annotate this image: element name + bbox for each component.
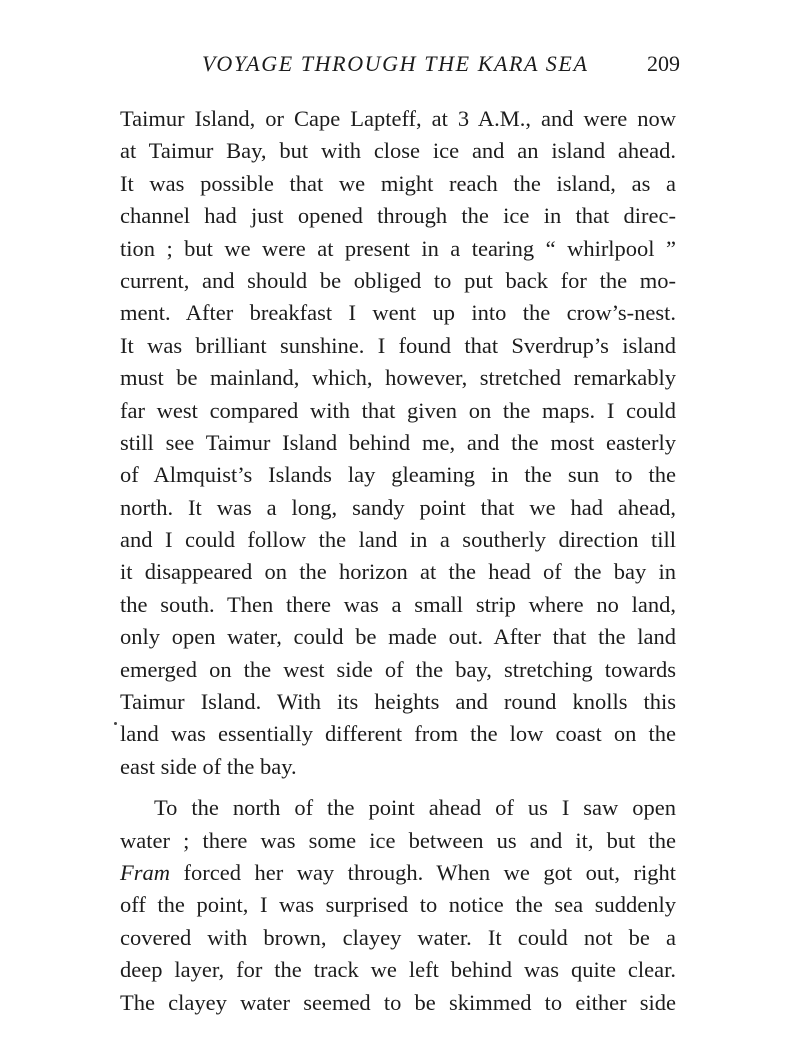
text-line: Taimur Island, or Cape Lapteff, at 3 A.M., and were now [120,106,676,131]
stray-ink-mark [114,722,117,725]
text-line: It was possible that we might reach the island, as a [120,170,676,196]
paragraph-2 [120,792,676,1019]
text-line: covered with brown, clayey water. It could not be a [120,924,676,950]
text-line: it disappeared on the horizon at the head of the bay in [120,559,676,585]
text-line: the south. Then there was a small strip where no land, [120,591,676,617]
text-line: east side of the bay. [120,753,297,779]
text-line: ment. After breakfast I went up into the crow’s-nest. [120,300,676,326]
text-line: tion ; but we were at present in a tearing “ whirlpool ” [120,235,676,261]
text-line: and I could follow the land in a southerly direction till [120,527,676,553]
text-line: far west compared with that given on the maps. I could [120,397,676,423]
text-line: off the point, I was surprised to notice the sea suddenly [120,892,676,918]
text-line: of Almquist’s Islands lay gleaming in the sun to the [120,462,676,488]
text-line-with-ship-name [120,857,676,889]
text-line: still see Taimur Island behind me, and the most easterly [120,429,676,455]
text-line: To the north of the point ahead of us I saw open [154,795,676,821]
text-line: The clayey water seemed to be skimmed to either side [120,989,676,1015]
page-number: 209 [647,51,680,76]
paragraph-1 [120,103,676,783]
running-head [120,51,680,83]
text-line: at Taimur Bay, but with close ice and an island ahead. [120,138,676,164]
text-line: current, and should be obliged to put back for the mo- [120,267,676,293]
text-run: forced her way through. When we got out, right [170,859,676,885]
text-line: deep layer, for the track we left behind was quite clear. [120,957,676,983]
text-line: water ; there was some ice between us and it, but the [120,827,676,853]
ship-name-italic: Fram [120,859,170,885]
text-line: land was essentially different from the low coast on the [120,721,676,747]
text-line: It was brilliant sunshine. I found that Sverdrup’s island [120,332,676,358]
body-text [120,103,676,1019]
running-title: VOYAGE THROUGH THE KARA SEA [202,51,589,76]
text-line: Taimur Island. With its heights and round knolls this [120,689,676,715]
text-line: channel had just opened through the ice in that direc- [120,203,676,229]
text-line: north. It was a long, sandy point that we had ahead, [120,494,676,520]
text-line: emerged on the west side of the bay, stretching towards [120,656,676,682]
text-line: only open water, could be made out. After that the land [120,624,676,650]
text-line: must be mainland, which, however, stretched remarkably [120,365,676,391]
